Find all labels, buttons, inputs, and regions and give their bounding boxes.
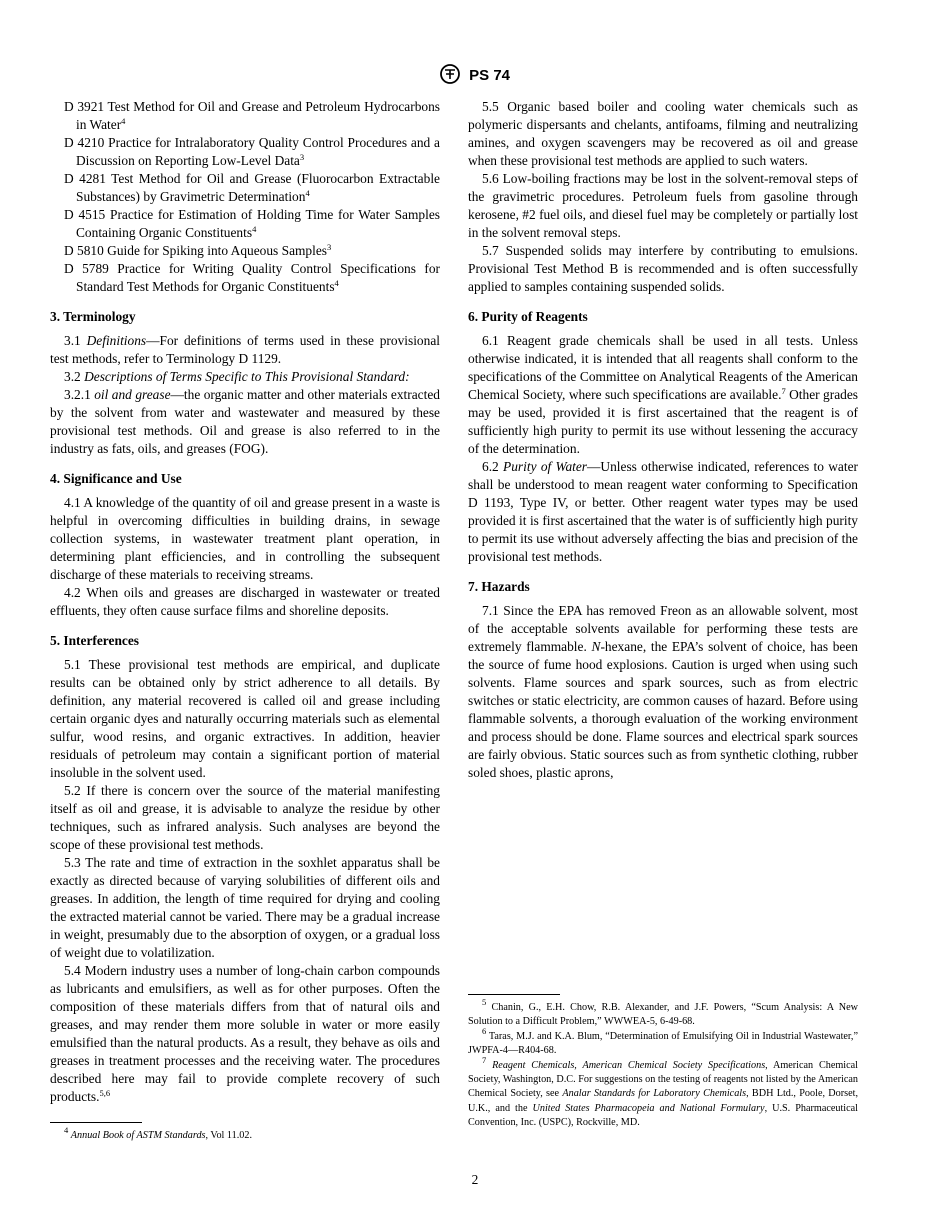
left-column — [50, 98, 440, 1106]
reference-item: D 4281 Test Method for Oil and Grease (Fluorocarbon Extractable Substances) by Gravimetric Determination$^4$ — [64, 171, 440, 204]
right-column — [468, 98, 858, 782]
footnote-divider — [468, 994, 560, 995]
section-heading-interferences: 5. Interferences — [50, 633, 139, 648]
footnote-divider — [50, 1122, 142, 1123]
section-heading-significance: 4. Significance and Use — [50, 471, 182, 486]
paragraph-7-1: 7.1 Since the EPA has removed Freon as an allowable solvent, most of the acceptable solvents available for performing these tests are extremely flammable. N-hexane, the EPA’s solvent of choice, has been the source of fume hood explosions. Caution is urged when using such solvents. Flame sources and spark sources, such as from electric switches or static electricity, are common causes of hazard. Before using flammable solvents, a thorough evaluation of the working environment and process should be done. Flame sources and electrical spark sources are fairly obvious. Static sources such as from synthetic clothing, rubber soled shoes, plastic aprons, — [468, 603, 859, 780]
paragraph-3-1: 3.1 Definitions—For definitions of terms used in these provisional test methods, refer to Terminology D 1129. — [50, 333, 440, 366]
footnotes-left — [50, 1122, 440, 1143]
footnotes-right — [468, 994, 858, 1131]
paragraph-5-2: 5.2 If there is concern over the source of the material manifesting itself as oil and grease, it is advisable to analyze the residue by other techniques, such as infrared analysis. Such analyses are beyond the scope of these provisional test methods. — [50, 783, 440, 852]
reference-item: D 5789 Practice for Writing Quality Control Specifications for Standard Test Methods for Organic Constituents$^4$ — [64, 261, 440, 294]
paragraph-5-6: 5.6 Low-boiling fractions may be lost in the solvent-removal steps of the gravimetric procedures. Petroleum fuels from gasoline through kerosene, #2 fuel oils, and diesel fuel may be completely or partially lost in the solvent removal steps. — [468, 171, 858, 240]
page-header — [0, 64, 950, 84]
paragraph-5-7: 5.7 Suspended solids may interfere by contributing to emulsions. Provisional Test Method B is recommended and is often successfully applied to samples containing suspended solids. — [468, 243, 858, 294]
referenced-documents-list — [50, 98, 440, 296]
reference-item: D 4210 Practice for Intralaboratory Quality Control Procedures and a Discussion on Reporting Low-Level Data$^3$ — [64, 135, 440, 168]
section-heading-terminology: 3. Terminology — [50, 309, 136, 324]
paragraph-4-2: 4.2 When oils and greases are discharged in wastewater or treated effluents, they often cause surface films and shoreline deposits. — [50, 585, 440, 618]
paragraph-5-5: 5.5 Organic based boiler and cooling water chemicals such as polymeric dispersants and chelants, antifoams, filming and neutralizing amines, and oxygen scavengers may be recovered as oil and grease when these provisional test methods are applied to such waters. — [468, 99, 858, 168]
astm-logo-icon — [440, 64, 460, 84]
paragraph-4-1: 4.1 A knowledge of the quantity of oil and grease present in a waste is helpful in overcoming difficulties in building drains, in sewage collection systems, in wastewater treatment plant operation, in determining plant efficiencies, and in controlling the subsequent discharge of these materials to receiving streams. — [50, 495, 440, 582]
paragraph-3-2: 3.2 Descriptions of Terms Specific to This Provisional Standard: — [64, 369, 410, 384]
paragraph-3-2-1: 3.2.1 oil and grease—the organic matter and other materials extracted by the solvent from water and wastewater and measured by these provisional test methods. Oil and grease is also referred to in the industry as fats, oils, and greases (FOG). — [50, 387, 440, 456]
reference-item: D 5810 Guide for Spiking into Aqueous Samples$^3$ — [64, 242, 332, 258]
paragraph-5-4: 5.4 Modern industry uses a number of long-chain carbon compounds as lubricants and emulsifiers, as well as for other purposes. Often the composition of these materials differs from that of natural oils and greases, and may render them more soluble in water or more easily emulsified than the natural products. As a result, they behave as oils and greases in treatment processes and the receiving water. The procedures described here may fail to provide complete recovery of such products.$^{5,6}$ — [50, 963, 440, 1104]
standard-designation: PS 74 — [469, 67, 511, 84]
footnote-5: $^5$ Chanin, G., E.H. Chow, R.B. Alexander, and J.F. Powers, “Scum Analysis: A New Solution to a Difficult Problem,” WWWEA-5, 6-49-68. — [468, 997, 859, 1028]
footnote-4: $^4$ Annual Book of ASTM Standards, Vol 11.02. — [64, 1125, 253, 1141]
reference-item: D 4515 Practice for Estimation of Holding Time for Water Samples Containing Organic Constituents$^4$ — [64, 207, 440, 240]
section-heading-hazards: 7. Hazards — [468, 579, 530, 594]
footnote-7: $^7$ Reagent Chemicals, American Chemical Society Specifications, American Chemical Society, Washington, D.C. For suggestions on the testing of reagents not listed by the American Chemical Society, see Analar Standards for Laboratory Chemicals, BDH Ltd., Poole, Dorset, U.K., and the United States Pharmacopeia and National Formulary, U.S. Pharmaceutical Convention, Inc. (USPC), Rockville, MD. — [468, 1054, 859, 1129]
section-heading-reagents: 6. Purity of Reagents — [468, 309, 588, 324]
paragraph-6-1: 6.1 Reagent grade chemicals shall be used in all tests. Unless otherwise indicated, it is intended that all reagents shall conform to the specifications of the Committee on Analytical Reagents of the American Chemical Society, where such specifications are available.$^7$ Other grades may be used, provided it is first ascertained that the reagent is of sufficiently high purity to permit its use without lessening the accuracy of the determination. — [468, 333, 858, 456]
paragraph-5-1: 5.1 These provisional test methods are empirical, and duplicate results can be obtained only by strict adherence to all details. By definition, any material recovered is called oil and grease including certain organic dyes and naturally occurring materials such as elemental sulfur, wood resins, and organic extractives. In addition, heavier residuals of petroleum may contain a significant portion of material insoluble in the solvent used. — [50, 657, 440, 780]
reference-item: D 3921 Test Method for Oil and Grease and Petroleum Hydrocarbons in Water$^4$ — [64, 99, 440, 132]
page-number: 2 — [471, 1172, 479, 1187]
paragraph-6-2: 6.2 Purity of Water—Unless otherwise indicated, references to water shall be understood to mean reagent water conforming to Specification D 1193, Type IV, or better. Other reagent water types may be used provided it is first ascertained that the water is of sufficiently high purity to permit its use without adversely affecting the bias and precision of the provisional test methods. — [468, 459, 858, 564]
footnote-6: $^6$ Taras, M.J. and K.A. Blum, “Determination of Emulsifying Oil in Industrial Wastewater,” JWPFA-4—R404-68. — [468, 1025, 858, 1057]
paragraph-5-3: 5.3 The rate and time of extraction in the soxhlet apparatus shall be exactly as directed because of varying solubilities of different oils and greases. In addition, the length of time required for drying and cooling the extracted material cannot be varied. There may be a gradual increase in weight, presumably due to the absorption of oxygen, or a gradual loss of weight due to volatilization. — [50, 855, 440, 960]
